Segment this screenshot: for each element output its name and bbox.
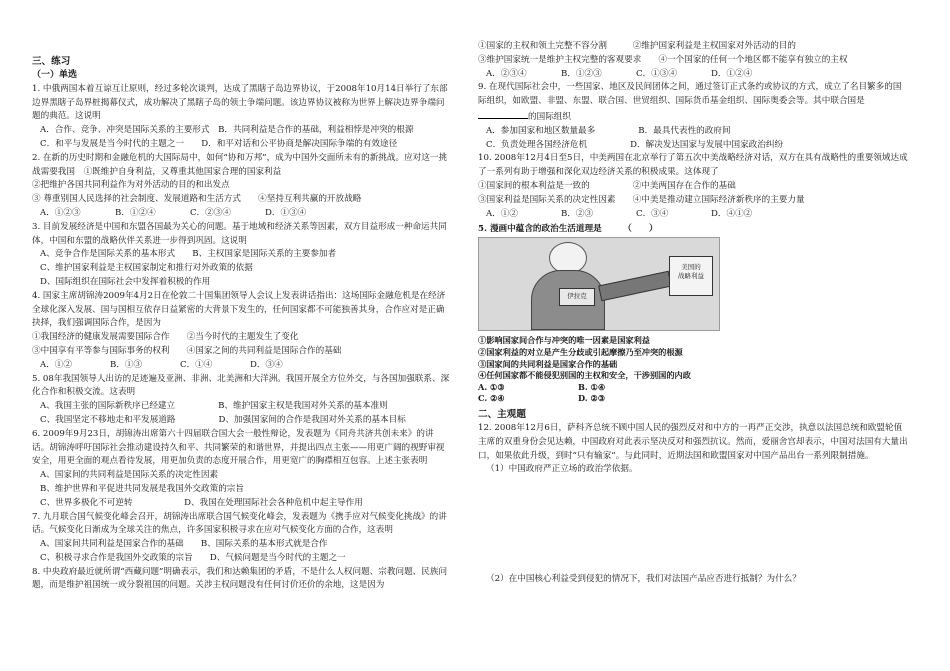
q4-option-d: D．③④ [250, 359, 283, 370]
q9-options-ab: A．参加国家和地区数量最多 B．最具代表性的政府间 [486, 125, 731, 136]
q4-option-c: C．①④ [180, 359, 213, 370]
q10-statements-12: ①国家间的根本利益是一致的 ②中美两国存在合作的基础 [478, 180, 736, 191]
q4-option-a: A．①② [40, 359, 72, 370]
q3-stem: 3. 目前发展经济是中国和东盟各国最为关心的问题。基于地域和经济关系等因素，双方目益形成一种命运共同体，中国和东盟的战略伙伴关系进一步得到巩固。这说明 [32, 221, 447, 246]
q2-statement-3: ③ 尊重别国人民选择的社会制度、发展道路和生活方式 ④坚持互利共赢的开放战略 [32, 194, 362, 205]
q4-options [32, 359, 320, 373]
cartoon-question [478, 223, 758, 335]
section-title-subjective: 二、主观题 [478, 408, 526, 420]
q8-statements-34: ③维护国家统一是维护主权完整的客观要求 ④一个国家的任何一个地区都不能享有独立的主权 [478, 54, 848, 65]
q2-option-c: C．②③④ [190, 207, 231, 218]
q3-option-c: C、维护国家利益是主权国家制定和推行对外政策的依据 [40, 263, 253, 274]
q2-option-a: A．①②③ [40, 207, 81, 218]
q10-option-a: A．①② [486, 208, 518, 219]
cartoon-statements [478, 335, 908, 405]
right-column [478, 40, 908, 587]
cartoon-option-b: B. ①④ [578, 381, 606, 392]
q3-options-ab: A、竞争合作是国际关系的基本形式 B、主权国家是国际关系的主要参加者 [40, 249, 337, 260]
q8-statements-12: ①国家的主权和领土完整不容分割 ②维护国家利益是主权国家对外活动的目的 [478, 41, 796, 51]
cartoon-option-a: A. ①③ [478, 381, 505, 392]
q10-statements-34: ③国家利益是国际关系的决定性因素 ④中美是推动建立国际经济新秩序的主要力量 [478, 194, 805, 205]
cartoon-statement-4: ④任何国家都不能侵犯别国的主权和安全，干涉别国的内政 [478, 370, 691, 381]
q2-statement-2: ②把维护各国共同利益作为对外活动的目的和出发点 [32, 180, 230, 191]
q5-stem: 5. 08年我国领导人出访的足迹遍及亚洲、非洲、北美洲和大洋洲。我国开展全方位外交，与各国加强联系、深化合作和积极交流。这表明 [32, 373, 450, 398]
q9-answer-blank [478, 109, 528, 119]
q8-option-b: B．①②③ [561, 68, 602, 79]
sub-title-single-choice: （一）单选 [32, 70, 78, 80]
q6-stem: 6. 2009年9月23日，胡锦涛出席第六十四届联合国大会一般性辩论，发表题为《同舟共济共创未来》的讲话。胡锦涛呼吁国际社会推动建设持久和平、共同繁荣的和谐世界，并提出四点主张——用更广阔的视野审视安全，用更全面的观点看待发展，用更加负责的态度开展合作，用更宽广的胸襟相互包容。上述主张表明 [32, 428, 445, 467]
q2-option-d: D．①③④ [265, 207, 307, 218]
q10-option-b: B．②③ [561, 208, 594, 219]
left-column [32, 55, 450, 593]
q4-statements-12: ①我国经济的健康发展需要国际合作 ②当今时代的主题发生了变化 [32, 332, 299, 343]
q9-stem-part2: 的国际组织 [528, 111, 571, 122]
q12-sub-question-2: （2）在中国核心利益受到侵犯的情况下，我们对法国产品应否进行抵制？为什么？ [486, 574, 801, 585]
q7-options-ab: A、国家间共同利益是国家合作的基础 B、国际关系的基本形式就是合作 [40, 539, 328, 550]
q6-option-b: B、维护世界和平促进共同发展是我国外交政策的宗旨 [40, 483, 244, 494]
q2-option-b: B．①②④ [115, 207, 156, 218]
q8-option-d: D．①②④ [711, 68, 753, 79]
q1-options-cd: C．和平与发展是当今时代的主题之一 D．和平对话和公平协商是解决国际争端的有效途径 [40, 138, 398, 149]
section-title-practice: 三、练习 [32, 56, 71, 67]
q4-stem: 4. 国家主席胡锦涛2009年4月2日在伦敦二十国集团领导人会议上发表讲话指出：这场国际金融危机是在经济全球化深入发展、国与国相互依存日益紧密的大背景下发生的，任何国家都不可能独善其身，合作应对是正确抉择，我们强调国际合作，是因为 [32, 290, 446, 329]
q1-stem: 1. 中俄两国本着互谅互让原则，经过多轮次谈判，达成了黑瞎子岛边界协议，于2008年10月14日举行了东部边界黑瞎子岛界桩揭幕仪式，成功解决了黑瞎子岛的领土争端问题。该边界协议被称为世界上解决边界争端问题的典范。这说明 [32, 83, 448, 122]
q2-stem: 2. 在新的历史时期和金融危机的大国际局中，如何“协和万邦”，成为中国外交面所未有的新挑战。应对这一挑战需要我国 ①既维护自身利益，又尊重其他国家合理的国家利益 [32, 152, 448, 177]
q7-options-cd: C、积极寻求合作是我国外交政策的宗旨 D、气候问题是当今时代的主题之一 [40, 552, 346, 563]
q10-options [478, 208, 786, 222]
cartoon-question-stem: 5. 漫画中蕴含的政治生活道理是 （ ） [478, 224, 658, 235]
cartoon-option-c: C. ②④ [478, 393, 505, 404]
q9-stem-part1: 9. 在现代国际社会中，一些国家、地区及民间团体之间，通过签订正式条约或协议的方式，成立了名目繁多的国际组织，如欧盟、非盟、东盟、联合国、世贸组织、国际货币基金组织、国际奥委会等。其中联合国是 [478, 82, 902, 107]
q6-option-a: A、国家间的共同利益是国际关系的决定性因素 [40, 470, 219, 481]
q10-option-c: C．③④ [636, 208, 669, 219]
q6-options-cd: C、世界多极化不可逆转 D、我国在处理国际社会各种危机中起主导作用 [40, 497, 363, 508]
q10-option-d: D．④①② [711, 208, 753, 219]
cartoon-board-label: 美国的 战略利益 [669, 256, 713, 296]
q10-stem: 10. 2008年12月4日至5日，中美两国在北京举行了第五次中美战略经济对话，双方在具有战略性的重要领域达成了一系列有助于增强和深化双边经济关系的积极成果。这体现了 [478, 153, 908, 178]
q12-sub-question-1: （1）中国政府严正立场的政治学依据。 [486, 464, 638, 475]
q12-answer-space-1 [478, 477, 908, 573]
cartoon-statement-1: ①影响国家间合作与冲突的唯一因素是国家利益 [478, 335, 650, 346]
cartoon-badge-label: 伊拉克 [559, 288, 595, 306]
cartoon-image [478, 237, 720, 331]
cartoon-option-d: D. ②③ [578, 393, 606, 404]
q9-stem [478, 81, 908, 124]
q7-stem: 7. 九月联合国气候变化峰会召开，胡锦涛出席联合国气候变化峰会，发表题为《携手应对气候变化挑战》的讲话。气候变化日渐成为全球关注的焦点，许多国家积极寻求在应对气候变化方面的合作，这表明 [32, 511, 447, 536]
cartoon-options-row2 [478, 393, 678, 405]
q1-options-ab: A．合作、竞争、冲突是国际关系的主要形式 B．共同利益是合作的基础，利益相悖是冲突的根源 [40, 125, 414, 136]
cartoon-statement-2: ②国家利益的对立是产生分歧或引起摩擦乃至冲突的根源 [478, 346, 683, 357]
q4-option-b: B．①③ [110, 359, 143, 370]
q8-option-c: C．①③④ [636, 68, 677, 79]
q3-option-d: D、国际组织在国际社会中发挥着积极的作用 [40, 276, 211, 287]
q2-options [32, 207, 340, 221]
q8-options [478, 68, 786, 82]
q12-stem: 12. 2008年12月6日，萨科齐总统不顾中国人民的强烈反对和中方的一再严正交涉，执意以法国总统和欧盟轮值主席的双重身份会见达赖，中国政府对此表示坚决反对和强烈抗议。然而，爱丽舍宫却表示，中国对法国有大量出口，如果依此升级，到时“只有输家”。与此同时，近期法国和欧盟国家对中国产品出台一系列限制措施。 [478, 422, 908, 461]
q5-options-ab: A、我国主张的国际新秩序已经建立 B、维护国家主权是我国对外关系的基本准则 [40, 401, 388, 412]
q8-option-a: A．②③④ [486, 68, 527, 79]
q4-statements-34: ③中国享有平等参与国际事务的权利 ④国家之间的共同利益是国际合作的基础 [32, 345, 342, 356]
cartoon-figure-arm [598, 271, 672, 302]
q5-options-cd: C、我国坚定不移地走和平发展道路 D、加强国家间的合作是我国对外关系的基本目标 [40, 414, 406, 425]
cartoon-options-row1 [478, 382, 678, 394]
cartoon-statement-3: ③国家间的共同利益是国家合作的基础 [478, 358, 618, 369]
q9-options-cd: C．负责处理各国经济危机 D．解决发达国家与发展中国家政治纠纷 [486, 139, 784, 150]
q8-stem: 8. 中央政府最近就所谓“西藏问题”明确表示，我们和达赖集团的矛盾，不是什么人权问题、宗教问题、民族问题，而是维护祖国统一或分裂祖国的问题。关涉主权问题没有任何讨价还价的余地，这是因为 [32, 566, 448, 591]
